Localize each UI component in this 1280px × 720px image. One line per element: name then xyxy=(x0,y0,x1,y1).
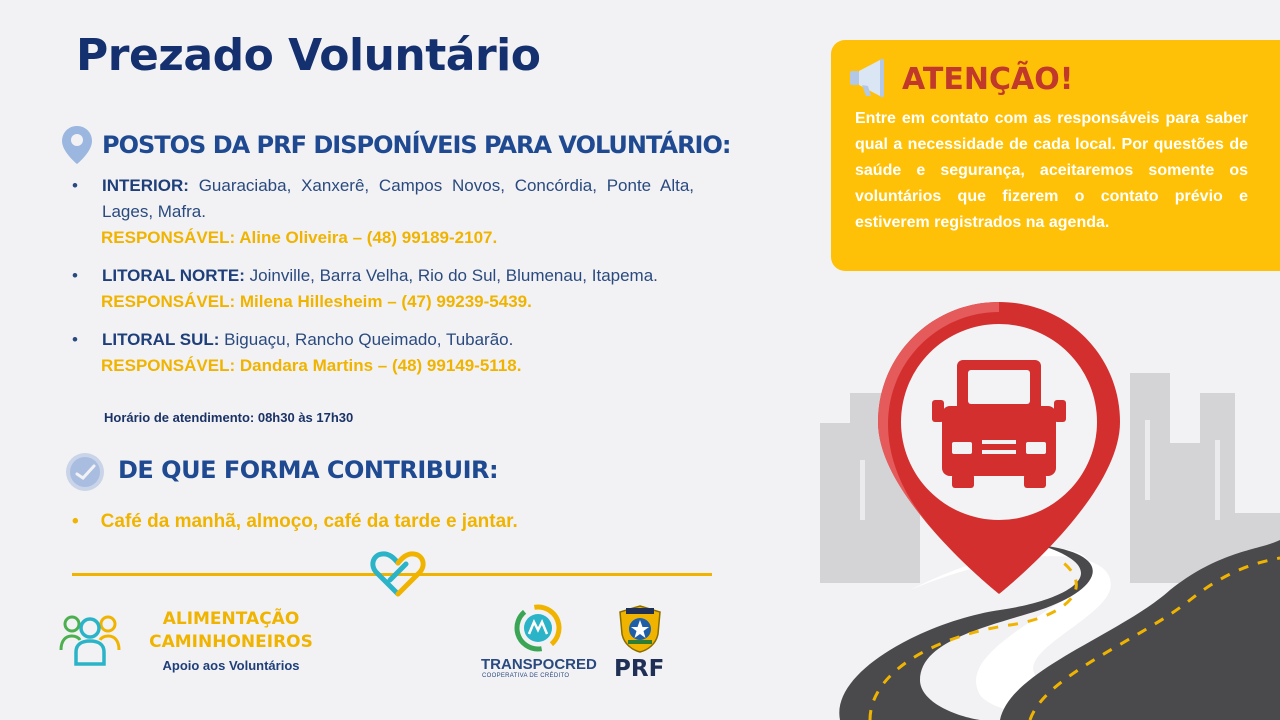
attention-title: ATENÇÃO! xyxy=(902,62,1074,97)
region-cities: Guaraciaba, Xanxerê, Campos Novos, Concórdia, Ponte Alta, Lages, Mafra. xyxy=(102,176,694,221)
prf-badge-icon xyxy=(616,604,664,654)
responsavel-contact: RESPONSÁVEL: Aline Oliveira – (48) 99189-2107. xyxy=(101,228,498,247)
list-item xyxy=(72,173,694,251)
responsavel-contact: RESPONSÁVEL: Dandara Martins – (48) 99149-5118. xyxy=(101,356,522,375)
campaign-subtitle: Apoio aos Voluntários xyxy=(162,658,300,673)
checkmark-badge-icon xyxy=(64,451,106,493)
list-item xyxy=(72,263,694,315)
contribuir-heading: DE QUE FORMA CONTRIBUIR: xyxy=(118,456,499,484)
megaphone-icon xyxy=(846,54,892,100)
truck-map-pin-icon xyxy=(874,298,1124,598)
page-title: Prezado Voluntário xyxy=(76,30,541,81)
region-cities: Biguaçu, Rancho Queimado, Tubarão. xyxy=(224,330,514,349)
region-cities: Joinville, Barra Velha, Rio do Sul, Blumenau, Itapema. xyxy=(249,266,658,285)
responsavel-contact: RESPONSÁVEL: Milena Hillesheim – (47) 99239-5439. xyxy=(101,292,532,311)
region-label: LITORAL NORTE: xyxy=(102,266,245,285)
transpocred-name: TRANSPOCRED xyxy=(481,656,597,673)
attention-text: Entre em contato com as responsáveis para saber qual a necessidade de cada local. Por questões de saúde e segurança, aceitaremos somente os voluntários que fizerem o contato prévio e estiverem registrados na agenda. xyxy=(855,110,1248,231)
postos-heading: POSTOS DA PRF DISPONÍVEIS PARA VOLUNTÁRIO: xyxy=(102,131,731,159)
campaign-title: ALIMENTAÇÃO CAMINHONEIROS xyxy=(149,609,313,652)
region-label: INTERIOR: xyxy=(102,176,189,195)
postos-list xyxy=(72,173,694,379)
location-pin-icon xyxy=(60,124,94,166)
region-label: LITORAL SUL: xyxy=(102,330,220,349)
list-item xyxy=(72,327,694,379)
hours-text: Horário de atendimento: 08h30 às 17h30 xyxy=(104,410,354,425)
transpocred-subtitle: COOPERATIVA DE CRÉDITO xyxy=(482,673,570,679)
people-icon xyxy=(58,612,122,668)
transpocred-logo xyxy=(514,604,562,652)
heart-icon xyxy=(370,550,426,598)
contribuir-item: • Café da manhã, almoço, café da tarde e jantar. xyxy=(72,511,518,533)
prf-label: PRF xyxy=(614,656,665,682)
